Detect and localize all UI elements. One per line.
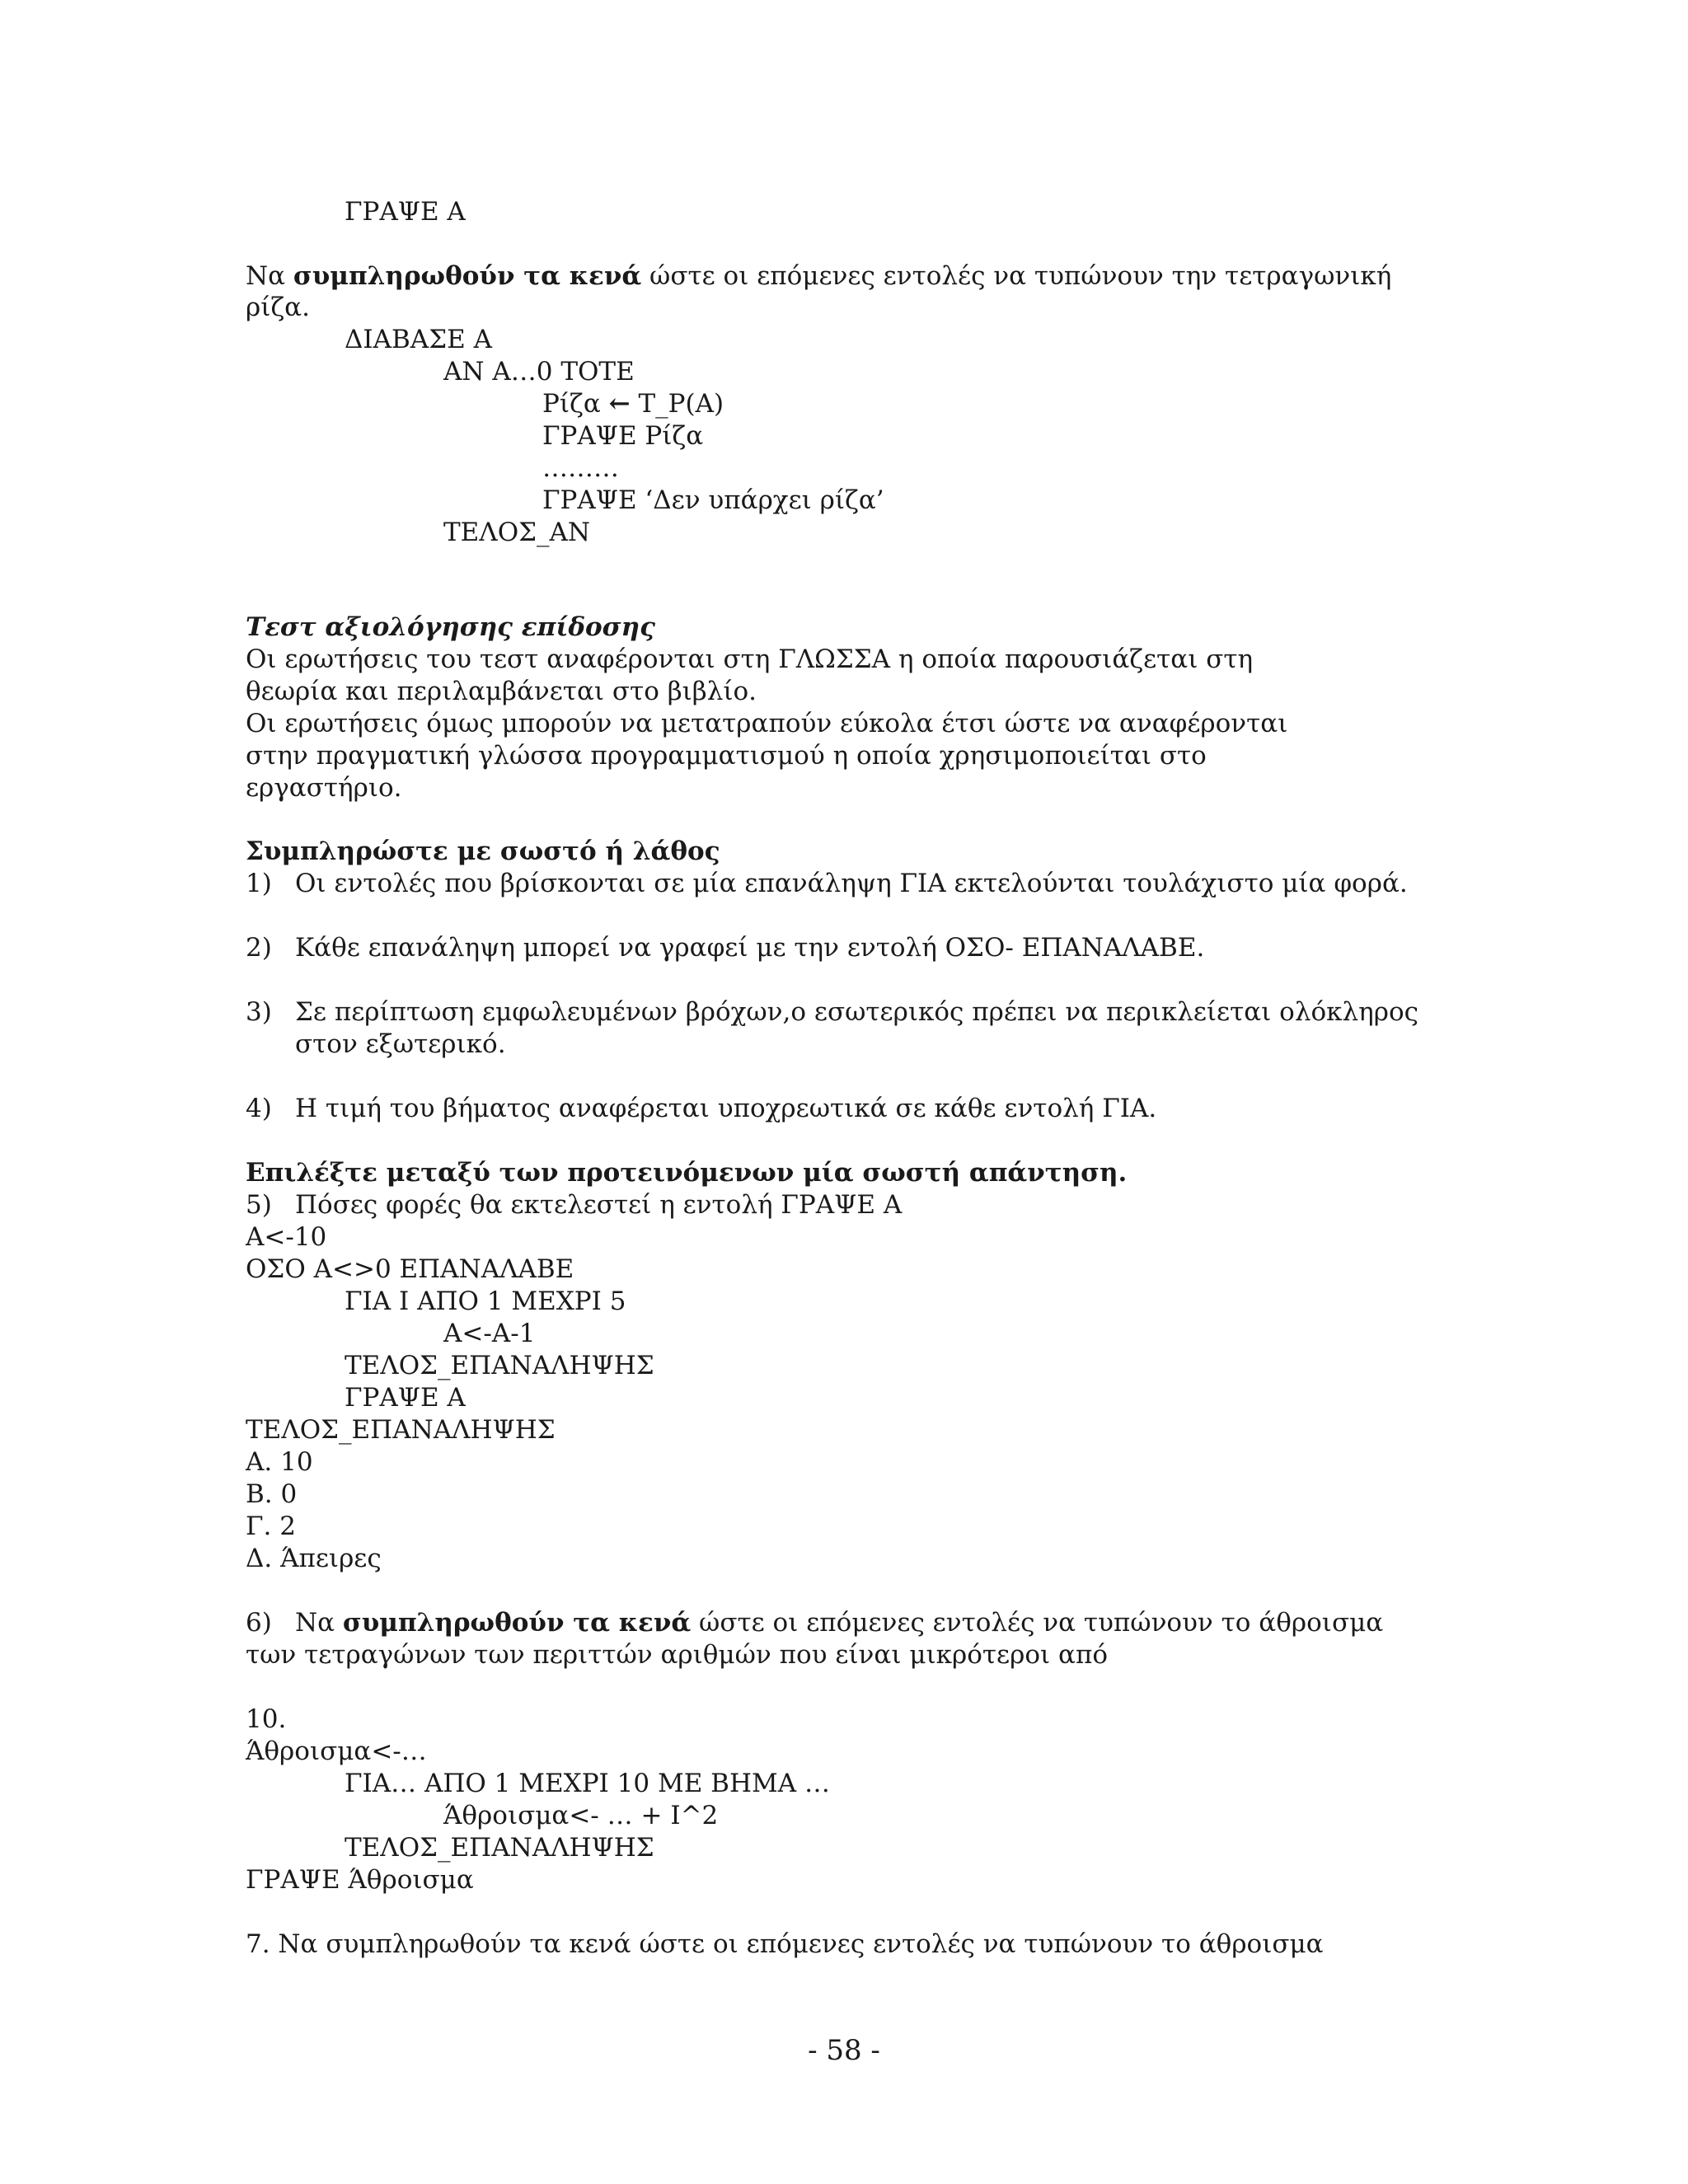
paragraph-line: θεωρία και περιλαμβάνεται στο βιβλίο. <box>246 677 757 706</box>
code-line: ΑΝ Α…0 ΤΟΤΕ <box>443 357 635 387</box>
code-fragment: Τ_Ρ(Α) <box>630 389 724 419</box>
code-line: Α<-10 <box>246 1222 327 1252</box>
question-text: 7. Να συμπληρωθούν τα κενά ώστε οι επόμενες εντολές να τυπώνουν το άθροισμα <box>246 1929 1324 1959</box>
code-line <box>542 388 724 419</box>
question-text-cont: των τετραγώνων των περιττών αριθμών που είναι μικρότεροι από <box>246 1640 1108 1670</box>
item-number: 2) <box>246 933 272 963</box>
answer-option: Β. 0 <box>246 1479 298 1509</box>
code-fragment: Ρίζα <box>542 389 609 419</box>
list-item-cont: στον εξωτερικό. <box>295 1029 506 1059</box>
paragraph-line: εργαστήριο. <box>246 773 402 803</box>
list-item: Οι εντολές που βρίσκονται σε μία επανάληψη ΓΙΑ εκτελούνται τουλάχιστο μία φορά. <box>295 869 1408 898</box>
item-number: 3) <box>246 997 272 1027</box>
code-line: ΓΙΑ… ΑΠΟ 1 ΜΕΧΡΙ 10 ΜΕ ΒΗΜΑ … <box>345 1769 830 1798</box>
answer-option: Δ. Άπειρες <box>246 1544 382 1573</box>
instruction-prefix: Να <box>246 261 293 291</box>
code-line: ΤΕΛΟΣ_ΕΠΑΝΑΛΗΨΗΣ <box>246 1415 556 1445</box>
paragraph-line: Οι ερωτήσεις του τεστ αναφέρονται στη ΓΛΩΣΣΑ η οποία παρουσιάζεται στη <box>246 644 1254 674</box>
answer-option: Γ. 2 <box>246 1511 296 1541</box>
item-number: 5) <box>246 1190 272 1220</box>
code-line: Άθροισμα<-… <box>246 1736 427 1766</box>
code-line: ΤΕΛΟΣ_ΕΠΑΝΑΛΗΨΗΣ <box>345 1833 654 1863</box>
question-prefix: Να <box>295 1608 343 1638</box>
paragraph-line: στην πραγματική γλώσσα προγραμματισμού η οποία χρησιμοποιείται στο <box>246 741 1207 771</box>
code-line: ΓΙΑ Ι ΑΠΟ 1 ΜΕΧΡΙ 5 <box>345 1286 626 1316</box>
paragraph-line: Οι ερωτήσεις όμως μπορούν να μετατραπούν εύκολα έτσι ώστε να αναφέρονται <box>246 709 1288 738</box>
code-line: ΓΡΑΨΕ Άθροισμα <box>246 1865 474 1895</box>
page-number: - 58 - <box>808 2034 880 2067</box>
item-number: 6) <box>246 1608 272 1638</box>
list-item: Κάθε επανάληψη μπορεί να γραφεί με την εντολή ΟΣΟ- ΕΠΑΝΑΛΑΒΕ. <box>295 933 1205 963</box>
assign-arrow-icon: ← <box>608 389 631 419</box>
exercise-instruction <box>246 260 1391 292</box>
code-line: ΓΡΑΨΕ Ρίζα <box>542 421 704 451</box>
code-line: ΓΡΑΨΕ Α <box>345 1383 466 1413</box>
question-text-cont: 10. <box>246 1704 287 1734</box>
section-title: Τεστ αξιολόγησης επίδοσης <box>246 612 655 642</box>
section-heading: Επιλέξτε μεταξύ των προτεινόμενων μία σωστή απάντηση. <box>246 1158 1128 1188</box>
code-line: ΓΡΑΨΕ ‘Δεν υπάρχει ρίζα’ <box>542 485 884 515</box>
code-line: ΤΕΛΟΣ_ΕΠΑΝΑΛΗΨΗΣ <box>345 1351 654 1380</box>
code-line: Άθροισμα<- … + Ι^2 <box>443 1801 719 1830</box>
question-bold: συμπληρωθούν τα κενά <box>342 1608 692 1638</box>
answer-option: Α. 10 <box>246 1447 313 1477</box>
item-number: 1) <box>246 869 272 898</box>
section-heading: Συμπληρώστε με σωστό ή λάθος <box>246 837 720 866</box>
code-line: ……… <box>542 453 619 483</box>
list-item: Σε περίπτωση εμφωλευμένων βρόχων,ο εσωτερικός πρέπει να περικλείεται ολόκληρος <box>295 997 1419 1027</box>
code-line: ΤΕΛΟΣ_ΑΝ <box>443 518 591 547</box>
instruction-suffix: ώστε οι επόμενες εντολές να τυπώνουν την τετραγωνική <box>641 261 1392 291</box>
code-line: ΓΡΑΨΕ Α <box>345 197 466 227</box>
list-item: Η τιμή του βήματος αναφέρεται υποχρεωτικά σε κάθε εντολή ΓΙΑ. <box>295 1094 1157 1123</box>
instruction-bold: συμπληρωθούν τα κενά <box>293 261 642 291</box>
question-text: Πόσες φορές θα εκτελεστεί η εντολή ΓΡΑΨΕ Α <box>295 1190 903 1220</box>
code-line: ΔΙΑΒΑΣΕ Α <box>345 325 492 354</box>
code-line: Α<-Α-1 <box>443 1319 536 1348</box>
question-text <box>295 1607 1383 1638</box>
exercise-instruction-cont: ρίζα. <box>246 293 310 322</box>
question-suffix: ώστε οι επόμενες εντολές να τυπώνουν το άθροισμα <box>691 1608 1384 1638</box>
item-number: 4) <box>246 1094 272 1123</box>
code-line: ΟΣΟ Α<>0 ΕΠΑΝΑΛΑΒΕ <box>246 1254 574 1284</box>
